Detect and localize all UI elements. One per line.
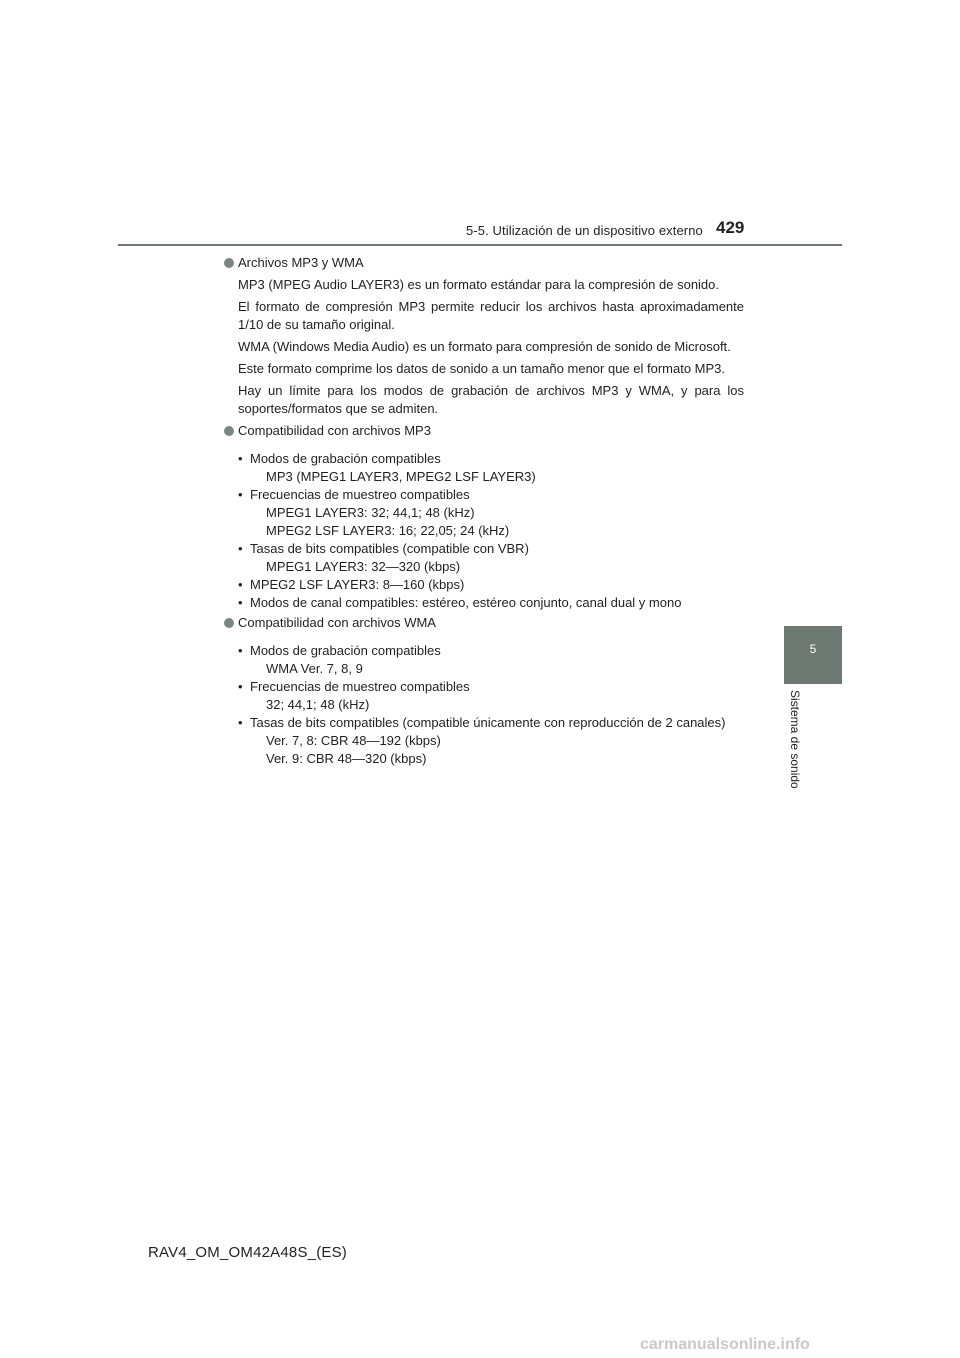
list-detail: Ver. 9: CBR 48—320 (kbps) — [266, 751, 427, 766]
wma-spec-list — [238, 642, 744, 768]
page-number: 429 — [716, 218, 745, 237]
bullet-dot-icon — [224, 258, 234, 268]
list-item: • Tasas de bits compatibles (compatible únicamente con reproducción de 2 canales) — [238, 714, 744, 732]
page-content — [222, 254, 744, 768]
list-item: • MPEG2 LSF LAYER3: 8—160 (kbps) — [238, 576, 744, 594]
list-item: • Modos de grabación compatibles — [238, 642, 744, 660]
section-heading: 5-5. Utilización de un dispositivo externo — [466, 223, 703, 238]
paragraph: MP3 (MPEG Audio LAYER3) es un formato estándar para la compresión de sonido. — [238, 277, 720, 292]
chapter-label: Sistema de sonido — [788, 690, 802, 789]
bullet-dot-icon — [224, 618, 234, 628]
paragraph: El formato de compresión MP3 permite reducir los archivos hasta aproximadamente 1/10 de su tamaño original. — [238, 299, 744, 332]
section-title-wma: Compatibilidad con archivos WMA — [222, 614, 744, 632]
section-title-mp3-wma: Archivos MP3 y WMA — [222, 254, 744, 272]
bullet-dot-icon — [224, 426, 234, 436]
chapter-tab — [784, 626, 842, 684]
list-item: • Frecuencias de muestreo compatibles — [238, 678, 744, 696]
list-detail: MPEG1 LAYER3: 32—320 (kbps) — [266, 559, 461, 574]
list-item: • Modos de grabación compatibles — [238, 450, 744, 468]
list-detail: Ver. 7, 8: CBR 48—192 (kbps) — [266, 733, 441, 748]
list-item: • Modos de canal compatibles: estéreo, estéreo conjunto, canal dual y mono — [238, 594, 744, 612]
list-detail: MPEG2 LSF LAYER3: 16; 22,05; 24 (kHz) — [266, 523, 510, 538]
paragraph: WMA (Windows Media Audio) es un formato para compresión de sonido de Microsoft. — [238, 339, 731, 354]
list-detail: 32; 44,1; 48 (kHz) — [266, 697, 370, 712]
section-title-mp3: Compatibilidad con archivos MP3 — [222, 422, 744, 440]
watermark: carmanualsonline.info — [640, 1336, 810, 1353]
paragraph: Este formato comprime los datos de sonido a un tamaño menor que el formato MP3. — [238, 361, 726, 376]
list-item: • Frecuencias de muestreo compatibles — [238, 486, 744, 504]
list-detail: MP3 (MPEG1 LAYER3, MPEG2 LSF LAYER3) — [266, 469, 536, 484]
list-detail: WMA Ver. 7, 8, 9 — [266, 661, 363, 676]
paragraph: Hay un límite para los modos de grabación de archivos MP3 y WMA, y para los soportes/formatos que se admiten. — [238, 383, 744, 416]
page-header — [0, 0, 960, 250]
chapter-number: 5 — [809, 642, 817, 656]
document-code: RAV4_OM_OM42A48S_(ES) — [148, 1244, 348, 1261]
header-divider — [118, 244, 842, 246]
list-item: • Tasas de bits compatibles (compatible con VBR) — [238, 540, 744, 558]
list-detail: MPEG1 LAYER3: 32; 44,1; 48 (kHz) — [266, 505, 475, 520]
mp3-spec-list — [238, 450, 744, 612]
